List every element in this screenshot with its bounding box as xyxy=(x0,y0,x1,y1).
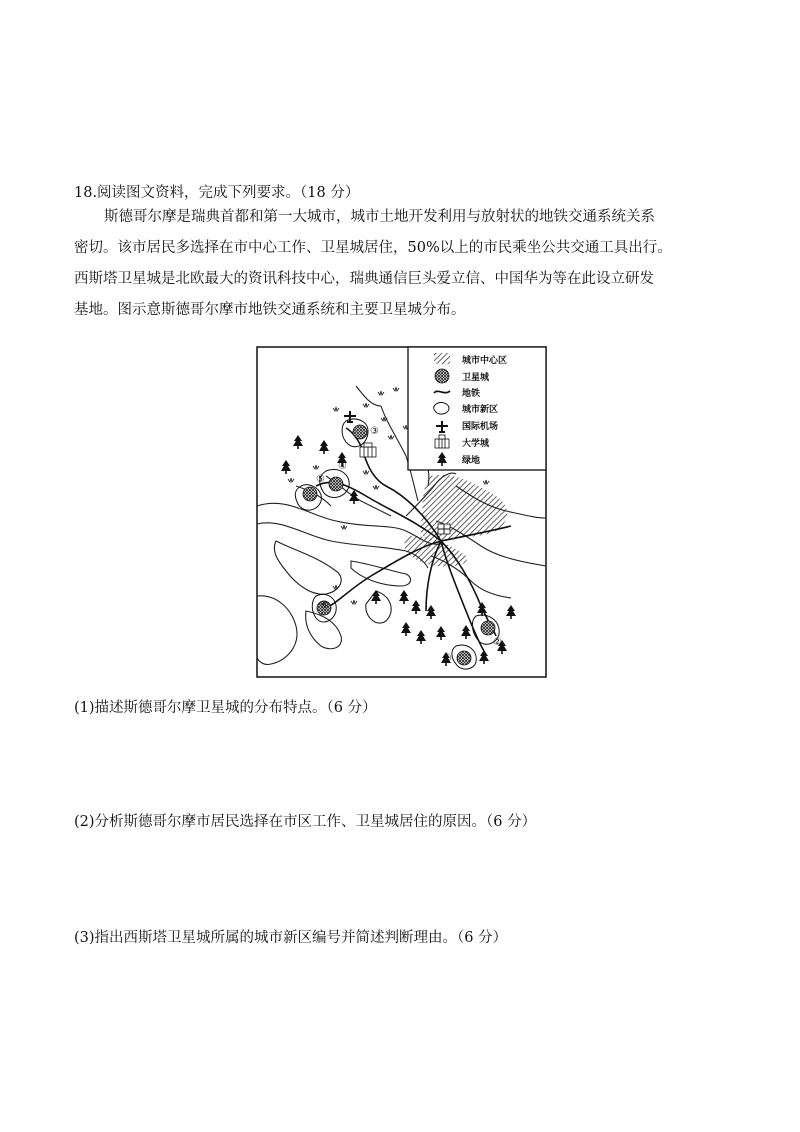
paragraph-line: 西斯塔卫星城是北欧最大的资讯科技中心，瑞典通信巨头爱立信、中国华为等在此设立研发 xyxy=(74,271,654,287)
marker-6: ⑥ xyxy=(320,600,329,611)
question-paragraph xyxy=(74,202,674,326)
marker-5: ⑤ xyxy=(316,474,325,485)
legend-satellite-icon xyxy=(435,369,449,383)
subquestion-3: (3)指出西斯塔卫星城所属的城市新区编号并简述判断理由。（6 分） xyxy=(74,930,508,946)
subquestion-2: (2)分析斯德哥尔摩市居民选择在市区工作、卫星城居住的原因。（6 分） xyxy=(74,814,537,830)
marker-4: ④ xyxy=(338,461,347,472)
subquestion-1: (1)描述斯德哥尔摩卫星城的分布特点。（6 分） xyxy=(74,700,377,716)
marker-2: ② xyxy=(493,637,502,648)
legend-label: 城市中心区 xyxy=(462,356,508,366)
legend-label: 卫星城 xyxy=(462,373,490,383)
map-figure xyxy=(256,346,547,678)
question-header: 18.阅读图文资料，完成下列要求。（18 分） xyxy=(74,185,360,201)
paragraph-line: 斯德哥尔摩是瑞典首都和第一大城市，城市土地开发利用与放射状的地铁交通系统关系 xyxy=(104,209,655,225)
legend-label: 国际机场 xyxy=(462,422,499,432)
legend-hatch-icon xyxy=(434,353,450,364)
marker-3: ③ xyxy=(370,426,379,437)
center-junction-icon xyxy=(438,524,450,534)
marker-1: ① xyxy=(443,653,452,664)
stockholm-map xyxy=(256,346,547,678)
legend-label: 地铁 xyxy=(462,389,481,399)
paragraph-line: 基地。图示意斯德哥尔摩市地铁交通系统和主要卫星城分布。 xyxy=(74,302,466,318)
paragraph-line: 密切。该市居民多选择在市中心工作、卫星城居住，50%以上的市民乘坐公共交通工具出行。 xyxy=(74,240,672,256)
legend-label: 大学城 xyxy=(462,439,490,449)
legend-label: 绿地 xyxy=(462,456,481,466)
legend-label: 城市新区 xyxy=(462,405,499,415)
